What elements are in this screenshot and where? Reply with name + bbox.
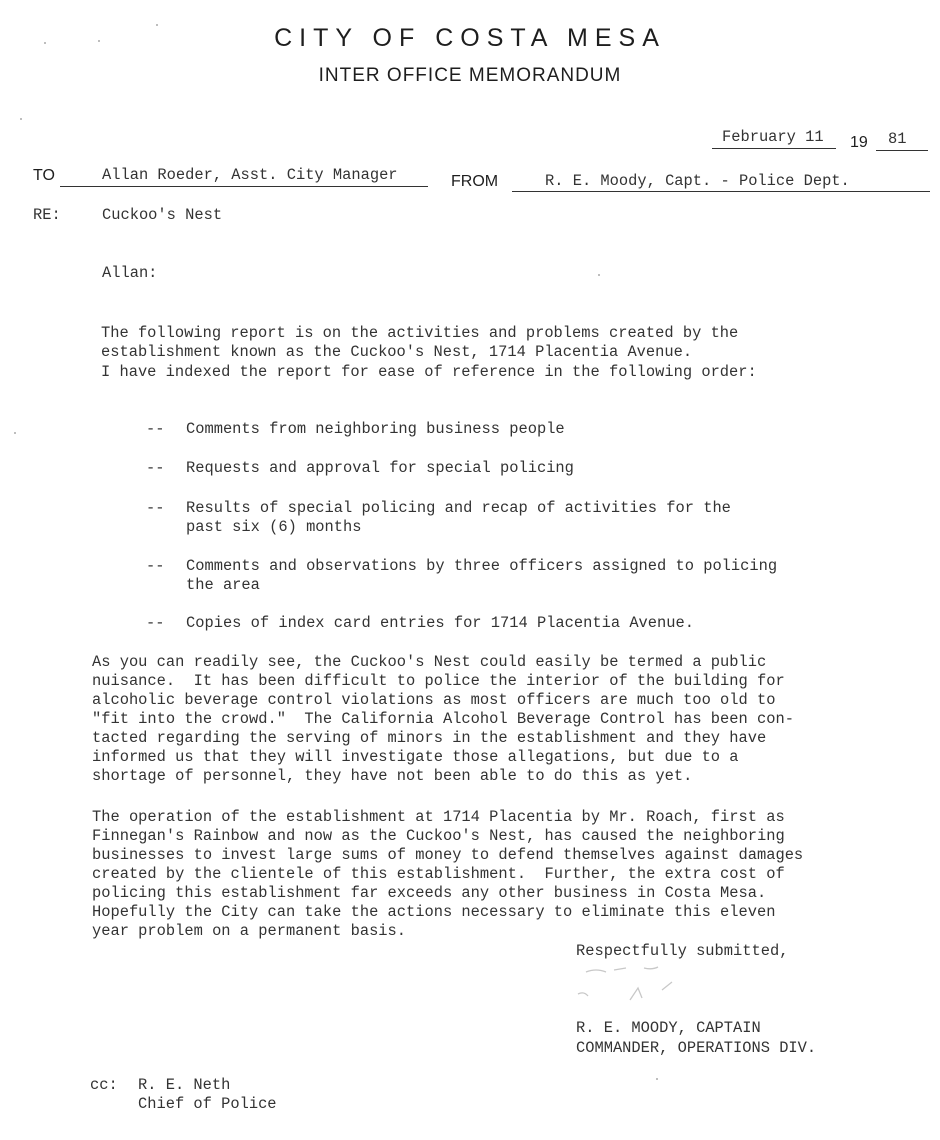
scan-speck xyxy=(156,24,158,26)
paragraph-line: nuisance. It has been difficult to police the interior of the building for xyxy=(92,672,785,690)
faint-signature-mark xyxy=(566,960,696,1010)
cc-label: cc: xyxy=(90,1076,118,1094)
paragraph-line: tacted regarding the serving of minors in the establishment and they have xyxy=(92,729,767,747)
signer-name: R. E. MOODY, CAPTAIN xyxy=(576,1019,761,1037)
cc-title: Chief of Police xyxy=(138,1095,277,1113)
body-paragraph-1 xyxy=(92,634,794,805)
date-underline xyxy=(712,148,836,149)
item-text: Comments from neighboring business people xyxy=(186,420,565,438)
paragraph-line: "fit into the crowd." The California Alcohol Beverage Control has been con- xyxy=(92,710,794,728)
index-intro: I have indexed the report for ease of reference in the following order: xyxy=(101,363,757,381)
item-text: Comments and observations by three officers assigned to policing xyxy=(186,557,778,575)
item-text: Results of special policing and recap of activities for the xyxy=(186,499,731,517)
to-value: Allan Roeder, Asst. City Manager xyxy=(102,166,398,184)
scan-speck xyxy=(98,40,100,42)
item-text: Requests and approval for special policing xyxy=(186,459,574,477)
to-underline xyxy=(60,186,428,187)
cc-name: R. E. Neth xyxy=(138,1076,231,1094)
paragraph-line: The operation of the establishment at 1714 Placentia by Mr. Roach, first as xyxy=(92,808,785,826)
item-dash: -- xyxy=(146,459,165,477)
paragraph-line: shortage of personnel, they have not been able to do this as yet. xyxy=(92,767,693,785)
scan-speck xyxy=(14,432,16,434)
paragraph-line: created by the clientele of this establishment. Further, the extra cost of xyxy=(92,865,785,883)
memo-type-heading: INTER OFFICE MEMORANDUM xyxy=(318,65,622,86)
scan-speck xyxy=(656,1078,658,1080)
intro-line: The following report is on the activities and problems created by the xyxy=(101,324,739,342)
intro-line: establishment known as the Cuckoo's Nest, 1714 Placentia Avenue. xyxy=(101,343,693,361)
paragraph-line: policing this establishment far exceeds any other business in Costa Mesa. xyxy=(92,884,767,902)
paragraph-line: alcoholic beverage control violations as most officers are much too old to xyxy=(92,691,776,709)
to-label: TO xyxy=(33,167,55,184)
item-dash: -- xyxy=(146,557,165,575)
scan-speck xyxy=(598,274,600,276)
signer-title: COMMANDER, OPERATIONS DIV. xyxy=(576,1039,817,1057)
scan-speck xyxy=(20,118,22,120)
paragraph-line: informed us that they will investigate those allegations, but due to a xyxy=(92,748,739,766)
item-dash: -- xyxy=(146,420,165,438)
paragraph-line: Finnegan's Rainbow and now as the Cuckoo's Nest, has caused the neighboring xyxy=(92,827,785,845)
paragraph-line: businesses to invest large sums of money to defend themselves against damages xyxy=(92,846,804,864)
city-heading: CITY OF COSTA MESA xyxy=(274,24,666,52)
item-dash: -- xyxy=(146,614,165,632)
item-text-continued: past six (6) months xyxy=(186,518,362,536)
date-century: 19 xyxy=(850,134,868,151)
from-underline xyxy=(512,191,930,192)
paragraph-line: year problem on a permanent basis. xyxy=(92,922,407,940)
scan-speck xyxy=(44,42,46,44)
from-value: R. E. Moody, Capt. - Police Dept. xyxy=(545,172,850,190)
re-label: RE: xyxy=(33,206,61,224)
item-dash: -- xyxy=(146,499,165,517)
paragraph-line: Hopefully the City can take the actions necessary to eliminate this eleven xyxy=(92,903,776,921)
body-paragraph-2 xyxy=(92,789,803,960)
paragraph-line: As you can readily see, the Cuckoo's Nest could easily be termed a public xyxy=(92,653,767,671)
index-item xyxy=(146,440,574,478)
from-label: FROM xyxy=(451,173,499,190)
index-item xyxy=(146,401,565,439)
date-month-day: February 11 xyxy=(722,128,824,146)
item-text-continued: the area xyxy=(186,576,260,594)
salutation: Allan: xyxy=(102,264,158,282)
valediction: Respectfully submitted, xyxy=(576,942,789,960)
date-year: 81 xyxy=(888,130,907,148)
re-value: Cuckoo's Nest xyxy=(102,206,223,224)
index-item xyxy=(146,595,694,633)
item-text: Copies of index card entries for 1714 Placentia Avenue. xyxy=(186,614,694,632)
year-underline xyxy=(876,150,928,151)
